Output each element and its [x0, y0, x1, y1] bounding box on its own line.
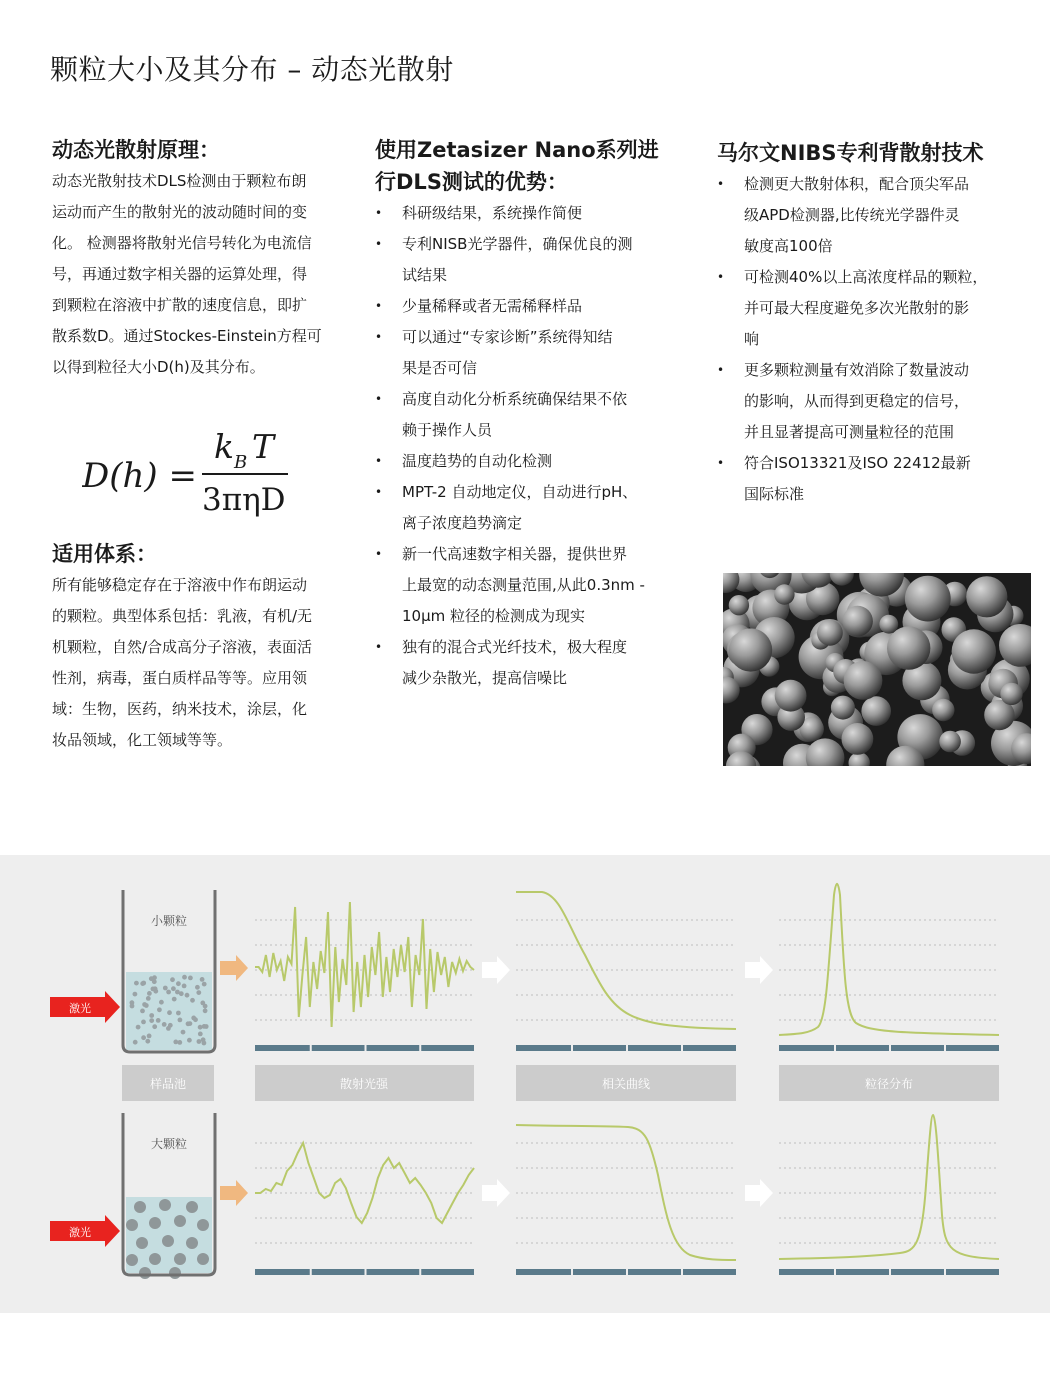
formula-lhs: D(h) = — [82, 456, 197, 496]
svg-text:激光: 激光 — [69, 1226, 91, 1239]
principle-section — [52, 134, 362, 383]
axis-tick — [834, 1269, 836, 1275]
nibs-item: • 检测更大散射体积，配合顶尖军品 级APD检测器,比传统光学器件灵 敏度高100倍 — [717, 169, 1037, 262]
small-particle — [175, 990, 180, 995]
axis-tick — [944, 1045, 946, 1051]
large-particle — [174, 1215, 186, 1227]
nibs-item: • 更多颗粒测量有效消除了数量波动 的影响，从而得到更稳定的信号， 并且显著提高可测量粒径的范围 — [717, 355, 1037, 448]
advantage-item: • 高度自动化分析系统确保结果不依 赖于操作人员 — [375, 384, 685, 446]
small-particle — [133, 992, 138, 997]
applicable-line: 机颗粒，自然/合成高分子溶液，表面活 — [52, 638, 313, 656]
small-particle — [141, 1035, 146, 1040]
small-particle — [171, 986, 176, 991]
size-distribution-small-curve — [779, 884, 999, 1035]
nibs-section — [717, 137, 1037, 510]
advantage-item: • 温度趋势的自动化检测 — [375, 446, 685, 477]
size-distribution-large-curve — [779, 1115, 999, 1259]
axis-tick — [365, 1045, 367, 1051]
advantage-item: • 新一代高速数字相关器，提供世界 上最宽的动态测量范围,从此0.3nm - 10μm 粒径的检测成为现实 — [375, 539, 685, 632]
large-particle — [197, 1253, 209, 1265]
principle-line: 散系数D。通过Stockes-Einstein方程可 — [52, 327, 322, 345]
axis-tick — [310, 1045, 312, 1051]
advantages-section — [375, 134, 685, 694]
small-particle — [200, 977, 205, 982]
laser-arrow-top — [50, 991, 120, 1023]
small-particle — [190, 998, 195, 1003]
small-particle — [141, 1020, 146, 1025]
small-particle — [204, 1024, 209, 1029]
small-particle — [157, 1007, 162, 1012]
advantage-item: • 科研级结果，系统操作简便 — [375, 198, 685, 229]
principle-line: 动态光散射技术DLS检测由于颗粒布朗 — [52, 172, 307, 190]
small-particle-label: 小颗粒 — [150, 914, 188, 928]
small-particle — [145, 1039, 150, 1044]
particle-sphere — [1000, 683, 1022, 705]
large-particle — [174, 1253, 186, 1265]
page-title: 颗粒大小及其分布 – 动态光散射 — [50, 53, 454, 86]
particle-sphere — [939, 731, 961, 753]
small-particle — [152, 1024, 157, 1029]
small-particle — [198, 1032, 203, 1037]
particle-sphere — [842, 723, 874, 755]
particle-micrograph — [723, 573, 1031, 766]
small-particle — [187, 1038, 192, 1043]
svg-text:激光: 激光 — [69, 1002, 91, 1015]
small-particle — [149, 1013, 154, 1018]
axis-tick — [419, 1269, 421, 1275]
small-particle — [156, 1018, 161, 1023]
large-particle — [136, 1237, 148, 1249]
small-particle — [182, 975, 187, 980]
small-particle — [177, 1040, 182, 1045]
particle-sphere — [932, 699, 954, 721]
small-particle — [185, 993, 190, 998]
particle-sphere — [887, 626, 930, 669]
principle-heading: 动态光散射原理： — [52, 138, 220, 162]
advantages-list — [375, 198, 685, 694]
scatter-intensity-small-curve — [255, 902, 474, 1027]
formula-subscript: B — [234, 452, 248, 473]
particle-sphere — [817, 620, 843, 646]
principle-text — [52, 166, 362, 383]
small-particle — [182, 984, 187, 989]
large-particle-label: 大颗粒 — [150, 1137, 188, 1151]
small-particle — [172, 997, 177, 1002]
particle-sphere — [831, 696, 855, 720]
axis-tick — [626, 1269, 628, 1275]
label-sample-cell: 样品池 — [149, 1077, 187, 1091]
particle-sphere — [952, 629, 996, 673]
correlation-small-curve — [516, 892, 736, 1029]
applicable-line: 妆品领域，化工领域等等。 — [52, 731, 233, 749]
small-particle — [176, 1011, 181, 1016]
advantage-item: • 可以通过“专家诊断”系统得知结 果是否可信 — [375, 322, 685, 384]
small-particle — [166, 990, 171, 995]
small-particle — [167, 1010, 172, 1015]
small-particle — [146, 996, 151, 1001]
advantages-heading-2: 行DLS测试的优势： — [375, 170, 568, 194]
nibs-heading: 马尔文NIBS专利背散射技术 — [717, 141, 984, 165]
large-particle — [149, 1217, 161, 1229]
applicable-text — [52, 570, 362, 756]
flow-arrow-bottom — [220, 1180, 248, 1206]
beaker-large-particles — [123, 1113, 215, 1279]
large-particle — [139, 1267, 151, 1279]
particle-sphere — [905, 576, 951, 622]
scatter-intensity-large-curve — [255, 1143, 474, 1223]
applicable-line: 性剂，病毒，蛋白质样品等等。应用领 — [52, 669, 308, 687]
axis-tick — [419, 1045, 421, 1051]
axis-tick — [681, 1045, 683, 1051]
advantage-item: • 少量稀释或者无需稀释样品 — [375, 291, 685, 322]
particle-sphere — [729, 595, 749, 615]
small-particle — [162, 1022, 167, 1027]
small-particle — [197, 1039, 202, 1044]
axis-tick — [889, 1045, 891, 1051]
particle-sphere — [775, 680, 807, 712]
small-particle — [170, 977, 175, 982]
large-particle — [134, 1201, 146, 1213]
axis-tick — [834, 1045, 836, 1051]
small-particle — [134, 981, 139, 986]
particle-sphere — [842, 606, 873, 637]
label-correlation-curve: 相关曲线 — [601, 1077, 651, 1091]
label-scatter-intensity: 散射光强 — [339, 1077, 389, 1091]
principle-line: 运动而产生的散射光的波动随时间的变 — [52, 203, 308, 221]
applicable-line: 所有能够稳定存在于溶液中作布朗运动 — [52, 576, 308, 594]
small-particle — [149, 976, 154, 981]
small-particle — [203, 1008, 208, 1013]
particle-sphere — [879, 615, 898, 634]
large-particle — [197, 1219, 209, 1231]
axis-tick — [571, 1045, 573, 1051]
axis-tick — [571, 1269, 573, 1275]
particle-sphere — [774, 584, 794, 604]
advantage-item: • 专利NISB光学器件，确保优良的测 试结果 — [375, 229, 685, 291]
stokes-einstein-formula — [82, 424, 312, 528]
small-particle — [166, 1026, 171, 1031]
large-particle — [162, 1235, 174, 1247]
applicable-heading: 适用体系： — [52, 542, 157, 566]
small-particle — [196, 990, 201, 995]
small-particle — [141, 981, 146, 986]
axis-tick — [365, 1269, 367, 1275]
advantage-item: • 独有的混合式光纤技术，极大程度 减少杂散光，提高信噪比 — [375, 632, 685, 694]
large-particle — [169, 1267, 181, 1279]
applicable-line: 域：生物，医药，纳米技术，涂层，化 — [52, 700, 308, 718]
axis-tick — [681, 1269, 683, 1275]
formula-denominator: 3πηD — [202, 482, 286, 518]
small-particle — [159, 1000, 164, 1005]
small-particle — [202, 982, 207, 987]
particle-sphere — [966, 576, 1007, 617]
large-particle — [186, 1237, 198, 1249]
formula-k: k — [214, 427, 234, 466]
small-particle — [188, 976, 193, 981]
nibs-item: • 符合ISO13321及ISO 22412最新 国际标准 — [717, 448, 1037, 510]
axis-tick — [944, 1269, 946, 1275]
applicable-section — [52, 538, 362, 756]
advantage-item: • MPT-2 自动地定仪，自动进行pH、 离子浓度趋势滴定 — [375, 477, 685, 539]
principle-line: 以得到粒径大小D(h)及其分布。 — [52, 358, 265, 376]
label-size-distribution: 粒径分布 — [864, 1077, 914, 1091]
nibs-item: • 可检测40%以上高浓度样品的颗粒， 并可最大程度避免多次光散射的影 响 — [717, 262, 1037, 355]
nibs-list — [717, 169, 1037, 510]
large-particle — [159, 1199, 171, 1211]
laser-arrow-bottom — [50, 1215, 120, 1247]
small-particle — [140, 1009, 145, 1014]
principle-line: 化。 检测器将散射光信号转化为电流信 — [52, 234, 312, 252]
small-particle — [203, 1004, 208, 1009]
formula-T: T — [252, 427, 275, 466]
small-particle — [195, 985, 200, 990]
advantages-heading-1: 使用Zetasizer Nano系列进 — [375, 138, 659, 162]
large-particle — [126, 1254, 138, 1266]
small-particle — [188, 1021, 193, 1026]
principle-line: 到颗粒在溶液中扩散的速度信息，即扩 — [52, 296, 308, 314]
small-particle — [136, 1025, 141, 1030]
axis-tick — [626, 1045, 628, 1051]
small-particle — [144, 1003, 149, 1008]
axis-tick — [889, 1269, 891, 1275]
large-particle — [186, 1201, 198, 1213]
applicable-line: 的颗粒。典型体系包括：乳液，有机/无 — [52, 607, 313, 625]
small-particle — [147, 1034, 152, 1039]
particle-sphere — [729, 628, 772, 671]
small-particle — [181, 1030, 186, 1035]
small-particle — [147, 991, 152, 996]
small-particle — [151, 987, 156, 992]
large-particle — [149, 1253, 161, 1265]
flow-arrow-top — [220, 955, 248, 981]
small-particle — [133, 1040, 138, 1045]
small-particle — [202, 1041, 207, 1046]
particle-sphere — [844, 661, 883, 700]
small-particle — [130, 1004, 135, 1009]
principle-line: 号，再通过数字相关器的运算处理，得 — [52, 265, 308, 283]
particle-sphere — [861, 696, 891, 726]
small-particle — [163, 986, 168, 991]
axis-tick — [310, 1269, 312, 1275]
beaker-small-particles — [123, 890, 215, 1052]
small-particle — [176, 981, 181, 986]
small-particle — [198, 1025, 203, 1030]
large-particle — [126, 1219, 138, 1231]
dls-diagram — [0, 855, 1050, 1315]
small-particle — [178, 1018, 183, 1023]
small-particle — [149, 1018, 154, 1023]
small-particle — [191, 1016, 196, 1021]
